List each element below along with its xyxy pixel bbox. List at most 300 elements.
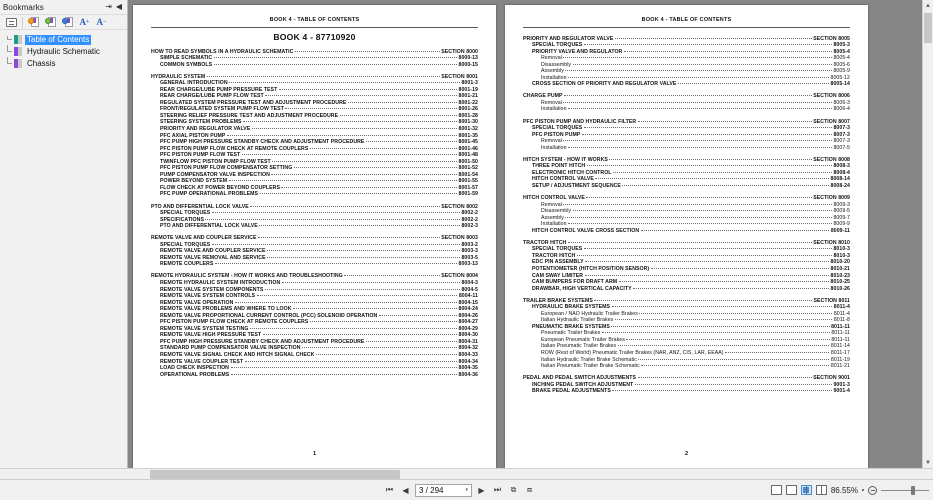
- toc-entry-page: 8001-59: [458, 191, 478, 198]
- toc-entry-title: PFC AXIAL PISTON PUMP: [160, 132, 226, 139]
- toc-entry-page: 8010-21: [830, 265, 850, 272]
- bookmark-label: Chassis: [27, 58, 56, 68]
- zoom-slider[interactable]: [881, 490, 929, 491]
- toc-entry-title: REMOTE VALVE REMOVAL AND SERVICE: [160, 254, 266, 261]
- toc-entry-title: Removal: [541, 55, 562, 62]
- toc-entry-page: 8005-12: [830, 74, 850, 81]
- toc-entry-page: 8001-26: [458, 106, 478, 113]
- toc-leader-dots: [638, 356, 829, 360]
- page-running-head: BOOK 4 - TABLE OF CONTENTS: [269, 17, 360, 23]
- horizontal-scrollbar[interactable]: [0, 468, 933, 479]
- toc-leader-dots: [212, 209, 460, 213]
- toc-entry-page: 8001-45: [458, 139, 478, 146]
- toc-leader-dots: [231, 364, 458, 368]
- toc-entry-page: 8008-14: [830, 176, 850, 183]
- toc-leader-dots: [563, 201, 832, 205]
- bookmark-options-icon[interactable]: [3, 15, 20, 29]
- toc-entry-title: PTO AND DIFFERENTIAL LOCK VALVE: [160, 223, 258, 230]
- toc-entry-page: SECTION 8005: [813, 35, 850, 42]
- bookmark-purple-icon: [14, 59, 22, 68]
- toc-entry-page: 8002-2: [461, 216, 478, 223]
- toc-entry-page: 8010-3: [833, 246, 850, 253]
- toc-entry-page: 8004-36: [458, 371, 478, 378]
- toc-entry-title: SPECIFICATIONS: [160, 216, 204, 223]
- toc-leader-dots: [310, 318, 457, 322]
- toc-leader-dots: [207, 73, 440, 77]
- toc-leader-dots: [271, 171, 457, 175]
- toc-leader-dots: [595, 175, 829, 179]
- toc-entry-title: Removal: [541, 138, 562, 145]
- toc-leader-dots: [316, 351, 457, 355]
- page-running-head: BOOK 4 - TABLE OF CONTENTS: [641, 17, 732, 23]
- toc-leader-dots: [250, 325, 457, 329]
- toc-entry-page: 8005-3: [833, 42, 850, 49]
- toc-leader-dots: [612, 303, 833, 307]
- toc-entry-page: 8009-9: [833, 221, 850, 228]
- toc-entry-page: SECTION 8011: [813, 297, 850, 304]
- toc-entry-page: 8011-17: [830, 350, 850, 357]
- toc-entry-title: CHARGE PUMP: [523, 93, 563, 100]
- toc-leader-dots: [618, 342, 830, 346]
- toc-entry-title: PFC PUMP HIGH PRESSURE STANDBY CHECK AND ADJUSTMENT PROCEDURE: [160, 338, 365, 345]
- book-title: BOOK 4 - 87710920: [273, 31, 356, 42]
- toc-leader-dots: [257, 292, 458, 296]
- toolbar-divider: [22, 17, 23, 28]
- toc-entry-title: DRAWBAR, HIGH VERTICAL CAPACITY: [532, 285, 632, 292]
- toc-entry-page: SECTION 9001: [813, 375, 850, 382]
- toc-leader-dots: [565, 67, 832, 71]
- bookmark-item-chassis[interactable]: [5, 58, 127, 69]
- decrease-text-size-icon[interactable]: A −: [96, 17, 107, 27]
- scroll-thumb-horizontal[interactable]: [150, 470, 400, 479]
- toc-entry-page: 8011-11: [831, 336, 850, 343]
- toc-entry-page: 8001-22: [458, 99, 478, 106]
- toc-entry-page: 8006-4: [833, 106, 850, 113]
- chevron-down-icon[interactable]: ▾: [465, 487, 468, 493]
- toc-entry-title: COMMON SYMBOLS: [160, 61, 213, 68]
- zoom-out-button[interactable]: [868, 486, 877, 495]
- two-up-view-icon[interactable]: [801, 485, 812, 495]
- toc-entry-title: BRAKE PEDAL ADJUSTMENTS: [532, 388, 611, 395]
- toc-entry-title: REMOTE VALVE SYSTEM CONTROLS: [160, 293, 256, 300]
- toc-entry-title: ELECTRONIC HITCH CONTROL: [532, 169, 612, 176]
- toc-leader-dots: [612, 387, 832, 391]
- toc-entry-title: PFC PISTON PUMP AND HYDRAULIC FILTER: [523, 118, 637, 125]
- toc-leader-dots: [272, 158, 457, 162]
- bookmark-teal-icon: [14, 35, 22, 44]
- previous-page-button[interactable]: ◀: [402, 485, 409, 495]
- toc-entry-page: 8010-23: [830, 272, 850, 279]
- page-number: 1: [312, 451, 317, 457]
- toc-entry-title: PRIORITY AND REGULATOR VALVE: [160, 126, 251, 133]
- bottom-toolbar: [0, 479, 933, 500]
- toc-entry-title: REMOTE VALVE PROPORTIONAL CURRENT CONTROL (PCC) SOLENOID OPERATION: [160, 312, 378, 319]
- toc-entry-title: TRACTOR HITCH: [532, 252, 576, 259]
- toc-entry-title: European / NAO Hydraulic Trailer Brakes: [541, 310, 638, 317]
- toc-entry-page: 8008-3: [833, 163, 850, 170]
- toc-leader-dots: [641, 227, 830, 231]
- toc-entry-page: 8001-32: [458, 126, 478, 133]
- view-and-zoom-group: [771, 485, 929, 495]
- toc-entry-page: 8001-54: [458, 171, 478, 178]
- toc-leader-dots: [252, 125, 457, 129]
- toc-entry-title: EDC PIN ASSEMBLY: [532, 259, 584, 266]
- toc-entry-page: SECTION 8007: [813, 118, 850, 125]
- toc-entry-page: 8002-3: [461, 223, 478, 230]
- toc-entry-title: PFC PISTON PUMP FLOW CHECK AT REMOTE COUPLERS: [160, 145, 309, 152]
- toc-leader-dots: [302, 344, 457, 348]
- toc-entry-page: SECTION 8000: [441, 48, 478, 55]
- toc-entry-title: PFC PUMP OPERATIONAL PROBLEMS: [160, 191, 259, 198]
- toc-entry-page: 8001-46: [458, 145, 478, 152]
- toc-entry-page: 8011-14: [830, 343, 850, 350]
- toc-entry-page: 8001-52: [458, 165, 478, 172]
- toc-leader-dots: [564, 92, 812, 96]
- toc-entry-title: SPECIAL TORQUES: [532, 246, 583, 253]
- toc-entry-page: 9001-3: [833, 381, 850, 388]
- scroll-up-arrow[interactable]: ▲: [925, 2, 931, 9]
- toc-leader-dots: [568, 144, 832, 148]
- toc-entry-page: 8004-30: [458, 332, 478, 339]
- toc-leader-dots: [263, 331, 457, 335]
- toc-entry-page: 8004-33: [458, 352, 478, 359]
- toc-entry-title: REMOTE HYDRAULIC SYSTEM INTRODUCTION: [160, 280, 281, 286]
- toc-leader-dots: [267, 247, 460, 251]
- toc-entry-title: ROW (Rest of World) Pneumatic Trailer Brakes (NAR, ANZ, CIS, LAR, EEAA): [541, 350, 724, 357]
- toc-leader-dots: [568, 105, 832, 109]
- toc-entry-page: SECTION 8006: [813, 93, 850, 100]
- toc-entry-page: 8011-21: [830, 363, 850, 370]
- toc-entry-title: SETUP / ADJUSTMENT SEQUENCE: [532, 182, 621, 189]
- toc-entry-title: TRAILER BRAKE SYSTEMS: [523, 297, 593, 304]
- toc-entry-page: 8001-57: [458, 184, 478, 191]
- scroll-down-arrow[interactable]: ▼: [925, 459, 931, 466]
- bookmarks-panel-header: [0, 0, 127, 14]
- toc-leader-dots: [651, 265, 829, 269]
- toc-entry-page: 8008-4: [833, 169, 850, 176]
- toc-leader-dots: [624, 48, 832, 52]
- toc-entry-title: REMOTE VALVE COUPLER TEST: [160, 358, 244, 365]
- toc-entry[interactable]: [151, 372, 478, 379]
- toc-leader-dots: [615, 35, 812, 39]
- toc-entry-title: PFC PISTON PUMP FLOW COMPENSATOR SETTING: [160, 165, 293, 172]
- toc-leader-dots: [577, 252, 832, 256]
- toc-entry-page: 8005-9: [833, 68, 850, 75]
- toc-entry-title: Assembly: [541, 214, 564, 221]
- toc-entry-page: 8010-25: [830, 279, 850, 286]
- toc-entry-page: SECTION 8010: [813, 239, 850, 246]
- toc-leader-dots: [250, 203, 439, 207]
- toc-entry-title: Removal: [541, 99, 562, 106]
- bookmark-label: Table of Contents: [27, 34, 90, 44]
- toc-entry-page: 8001-3: [461, 80, 478, 87]
- toc-entry-title: CROSS SECTION OF PRIORITY AND REGULATOR VALVE: [532, 81, 677, 88]
- zoom-level-value: 86.55%: [830, 485, 858, 495]
- toc-leader-dots: [212, 241, 460, 245]
- toc-entry-title: Installation: [541, 106, 567, 113]
- toc-entry-title: REMOTE VALVE SYSTEM COMPONENTS: [160, 286, 264, 293]
- bookmark-purple-icon: [14, 47, 22, 56]
- toc-leader-dots: [340, 112, 457, 116]
- new-bookmark-blue-icon[interactable]: [59, 15, 76, 29]
- toc-entry-title: Italian Pneumatic Trailer Brakes: [541, 343, 617, 350]
- toc-entry-title: HOW TO READ SYMBOLS IN A HYDRAULIC SCHEMATIC: [151, 48, 294, 55]
- toc-leader-dots: [594, 297, 812, 301]
- toc-entry-title: INCHING PEDAL SWITCH ADJUSTMENT: [532, 381, 634, 388]
- document-viewer[interactable]: [128, 0, 933, 468]
- two-up-cover-view-icon[interactable]: [816, 485, 827, 495]
- toc-entry-page: 8004-31: [458, 338, 478, 345]
- bookmark-item-table-of-contents[interactable]: [5, 34, 127, 45]
- toc-entry-page: SECTION 8004: [441, 273, 478, 280]
- page-number-value: 3 / 294: [419, 485, 444, 495]
- document-page-2: [505, 5, 868, 468]
- toc-leader-dots: [585, 258, 829, 262]
- new-bookmark-orange-icon[interactable]: [25, 15, 42, 29]
- toc-entry-title: STEERING RELIEF PRESSURE TEST AND ADJUSTMENT PROCEDURE: [160, 112, 339, 119]
- toc-entry-page: 8011-4: [833, 304, 850, 311]
- toc-entry-page: 8002-2: [461, 210, 478, 217]
- toc-entry-page: 8001-21: [458, 93, 478, 100]
- toc-entry-page: 8007-3: [833, 138, 850, 145]
- toc-entry-title: CAM BUMPERS FOR DRAFT ARM: [532, 279, 618, 286]
- toc-entry-page: 8003-2: [461, 241, 478, 248]
- toc-entry-page: 8000-15: [458, 61, 478, 68]
- toc-entry-page: 8004-24: [458, 306, 478, 313]
- toc-entry-page: 8003-3: [461, 248, 478, 255]
- collapse-panel-icon[interactable]: ◀: [115, 2, 122, 11]
- pin-icon[interactable]: ⇥: [105, 2, 112, 11]
- toc-entry-title: REAR CHARGE/LUBE PUMP FLOW TEST: [160, 93, 264, 100]
- toc-entry-page: 8004-3: [461, 280, 478, 286]
- toc-entry-page: 8011-11: [831, 323, 850, 330]
- toc-entry-page: 8003-13: [458, 261, 478, 268]
- toc-leader-dots: [294, 164, 457, 168]
- tree-connector: [5, 58, 14, 69]
- toc-entry-title: Disassembly: [541, 61, 572, 68]
- header-rule: [151, 27, 478, 28]
- toc-entry-page: 8010-26: [830, 285, 850, 292]
- toc-entry-page: 8005-14: [830, 81, 850, 88]
- toc-leader-dots: [563, 137, 832, 141]
- increase-text-size-icon[interactable]: A +: [79, 17, 90, 27]
- toc-entry-title: REMOTE VALVE AND COUPLER SERVICE: [151, 235, 257, 242]
- toc-entry-title: REMOTE VALVE PROBLEMS AND WHERE TO LOOK: [160, 306, 292, 313]
- toc-leader-dots: [245, 358, 457, 362]
- toc-leader-dots: [584, 41, 832, 45]
- toc-entry-title: PRIORITY VALVE AND REGULATOR: [532, 48, 623, 55]
- toc-entry-title: Disassembly: [541, 208, 572, 215]
- toc-leader-dots: [568, 74, 829, 78]
- toc-entry-page: 8005-6: [833, 61, 850, 68]
- toc-entry-page: 8004-34: [458, 358, 478, 365]
- document-page-1: [133, 5, 496, 468]
- toc-entry-page: 8001-30: [458, 119, 478, 126]
- toc-leader-dots: [563, 54, 832, 58]
- toc-entry-page: SECTION 8009: [813, 194, 850, 201]
- toc-entry-title: OPERATIONAL PROBLEMS: [160, 371, 230, 378]
- vertical-scrollbar[interactable]: [922, 0, 933, 468]
- rotate-view-icon[interactable]: ⧉: [510, 485, 517, 494]
- zoom-slider-knob[interactable]: [911, 486, 915, 495]
- zoom-slider-min-dot: [862, 489, 864, 491]
- toc-leader-dots: [615, 316, 833, 320]
- toc-entry-page: 8011-8: [833, 317, 850, 324]
- toc-entry-title: Installation: [541, 221, 567, 228]
- toc-leader-dots: [563, 99, 832, 103]
- first-page-button[interactable]: ⏮: [385, 485, 394, 494]
- bookmarks-panel-title: Bookmarks: [3, 2, 44, 12]
- toc-list-right: [523, 36, 850, 395]
- toc-entry-page: SECTION 8003: [441, 235, 478, 242]
- toc-entry-title: REMOTE VALVE SIGNAL CHECK AND HITCH SIGNAL CHECK: [160, 352, 315, 359]
- toc-entry-title: REMOTE VALVE AND COUPLER SERVICE: [160, 248, 266, 255]
- toc-leader-dots: [265, 286, 460, 290]
- toc-entry-page: 8011-4: [833, 310, 850, 317]
- toc-entry-title: STEERING SYSTEM PROBLEMS: [160, 119, 242, 126]
- toc-leader-dots: [639, 310, 832, 314]
- toc-leader-dots: [613, 169, 832, 173]
- page-navigation-group: [383, 483, 536, 498]
- toc-entry-page: 8009-7: [833, 214, 850, 221]
- toc-leader-dots: [626, 336, 829, 340]
- toc-entry-title: Italian Hydraulic Trailer Brakes: [541, 317, 614, 324]
- toc-entry-title: Installation: [541, 74, 567, 81]
- toc-leader-dots: [609, 156, 811, 160]
- toc-entry-title: Removal: [541, 201, 562, 208]
- toc-entry-title: POTENTIOMETER (HITCH POSITION SENSOR): [532, 265, 650, 272]
- toc-entry-page: 8001-35: [458, 132, 478, 139]
- toc-entry-page: SECTION 8002: [441, 203, 478, 210]
- toc-entry-title: European Pneumatic Trailer Brakes: [541, 336, 625, 343]
- toc-entry-title: REAR CHARGE/LUBE PUMP PRESSURE TEST: [160, 86, 278, 93]
- toc-leader-dots: [285, 105, 457, 109]
- toc-entry-page: 8005-4: [833, 55, 850, 62]
- toc-leader-dots: [293, 305, 457, 309]
- toc-entry-title: STANDARD PUMP COMPENSATOR VALVE INSPECTION: [160, 345, 301, 352]
- toc-leader-dots: [243, 118, 457, 122]
- toc-entry-title: REMOTE VALVE OPERATION: [160, 299, 234, 306]
- toc-entry-title: Assembly: [541, 68, 564, 75]
- last-page-button[interactable]: ⏭: [493, 485, 502, 494]
- toc-entry-title: PTO AND DIFFERENTIAL LOCK VALVE: [151, 203, 249, 210]
- continuous-view-icon[interactable]: [786, 485, 797, 495]
- toc-entry-title: PRIORITY AND REGULATOR VALVE: [523, 35, 614, 42]
- toc-entry-title: POWER BEYOND SYSTEM: [160, 178, 228, 185]
- bookmark-item-hydraulic-schematic[interactable]: [5, 46, 127, 57]
- toc-entry-page: 8004-35: [458, 365, 478, 372]
- toc-entry-title: HITCH CONTROL VALVE: [532, 176, 594, 183]
- toc-entry-title: FLOW CHECK AT POWER BEYOND COUPLERS: [160, 184, 280, 191]
- toc-leader-dots: [678, 80, 829, 84]
- toc-entry-page: 8009-5: [833, 208, 850, 215]
- toc-entry-title: GENERAL INTRODUCTION: [160, 80, 228, 87]
- toc-leader-dots: [229, 177, 457, 181]
- toc-entry-page: 8004-32: [458, 345, 478, 352]
- toc-entry-page: 8001-48: [458, 152, 478, 159]
- toc-leader-dots: [281, 184, 457, 188]
- toc-entry-title: REMOTE COUPLERS: [160, 261, 214, 268]
- toc-entry-page: SECTION 8008: [813, 156, 850, 163]
- toc-entry-title: PEDAL AND PEDAL SWITCH ADJUSTMENTS: [523, 375, 636, 382]
- toc-entry-page: 8007-3: [833, 125, 850, 132]
- toc-leader-dots: [214, 61, 457, 65]
- next-page-button[interactable]: ▶: [478, 485, 485, 495]
- toc-entry-title: PFC PISTON PUMP FLOW TEST: [160, 152, 241, 159]
- toc-entry-page: 8001-50: [458, 158, 478, 165]
- header-rule: [523, 27, 850, 28]
- toc-entry-page: 8000-13: [458, 55, 478, 62]
- toc-leader-dots: [573, 61, 832, 65]
- toc-entry-page: 8011-19: [830, 356, 850, 363]
- toc-entry-title: Italian Pneumatic Trailer Brake Schematic: [541, 363, 640, 370]
- toc-entry-page: 8007-3: [833, 131, 850, 138]
- page-fit-icon[interactable]: ⧈: [526, 485, 533, 494]
- toc-entry-page: 8001-28: [458, 112, 478, 119]
- toc-leader-dots: [725, 349, 829, 353]
- toc-leader-dots: [265, 92, 457, 96]
- toc-leader-dots: [279, 86, 457, 90]
- toc-leader-dots: [379, 312, 457, 316]
- toc-leader-dots: [602, 329, 830, 333]
- toc-entry-page: 8010-3: [833, 252, 850, 259]
- toc-entry-title: LOAD CHECK INSPECTION: [160, 365, 229, 372]
- toc-entry-title: SPECIAL TORQUES: [532, 125, 583, 132]
- toc-entry-page: 8007-5: [833, 144, 850, 151]
- toc-entry-title: PFC PISTON PUMP FLOW CHECK AT REMOTE COUPLERS: [160, 319, 309, 326]
- toc-entry-title: REGULATED SYSTEM PRESSURE TEST AND ADJUSTMENT PROCEDURE: [160, 99, 347, 106]
- toc-entry-page: 8004-29: [458, 325, 478, 332]
- toc-leader-dots: [638, 374, 812, 378]
- new-bookmark-green-icon[interactable]: [42, 15, 59, 29]
- toc-entry-page: 8001-19: [458, 86, 478, 93]
- page-number: 2: [684, 451, 689, 457]
- toc-leader-dots: [242, 151, 457, 155]
- scroll-thumb[interactable]: [924, 13, 932, 43]
- toc-leader-dots: [235, 299, 457, 303]
- toc-entry-title: REMOTE VALVE SYSTEM TESTING: [160, 325, 249, 332]
- toc-leader-dots: [267, 254, 460, 258]
- toc-entry-title: SPECIAL TORQUES: [532, 42, 583, 49]
- toc-entry-title: HITCH SYSTEM - HOW IT WORKS: [523, 156, 608, 163]
- toc-leader-dots: [260, 190, 458, 194]
- page-spread: [128, 0, 933, 468]
- toc-leader-dots: [638, 118, 812, 122]
- page-number-input[interactable]: [415, 484, 472, 497]
- toc-entry-title: REMOTE HYDRAULIC SYSTEM - HOW IT WORKS AND TROUBLESHOOTING: [151, 273, 343, 280]
- toc-leader-dots: [568, 220, 832, 224]
- toc-entry-page: 8004-27: [458, 319, 478, 326]
- toc-entry-title: PFC PUMP HIGH PRESSURE STANDBY CHECK AND ADJUSTMENT PROCEDURE: [160, 139, 365, 146]
- toc-leader-dots: [229, 79, 460, 83]
- single-page-view-icon[interactable]: [771, 485, 782, 495]
- toc-leader-dots: [611, 323, 829, 327]
- toc-entry-title: PUMP COMPENSATOR VALVE INSPECTION: [160, 171, 270, 178]
- toc-leader-dots: [641, 362, 829, 366]
- toc-leader-dots: [573, 207, 832, 211]
- toc-entry-page: 9001-4: [833, 388, 850, 395]
- tree-connector: [5, 34, 14, 45]
- toc-leader-dots: [587, 162, 832, 166]
- toc-leader-dots: [619, 278, 829, 282]
- toc-leader-dots: [215, 260, 457, 264]
- toc-leader-dots: [344, 272, 439, 276]
- toc-entry[interactable]: [523, 388, 850, 395]
- toc-leader-dots: [231, 371, 457, 375]
- toc-entry-title: THREE POINT HITCH: [532, 163, 586, 170]
- toc-leader-dots: [258, 234, 440, 238]
- toc-entry-title: Installation: [541, 144, 567, 151]
